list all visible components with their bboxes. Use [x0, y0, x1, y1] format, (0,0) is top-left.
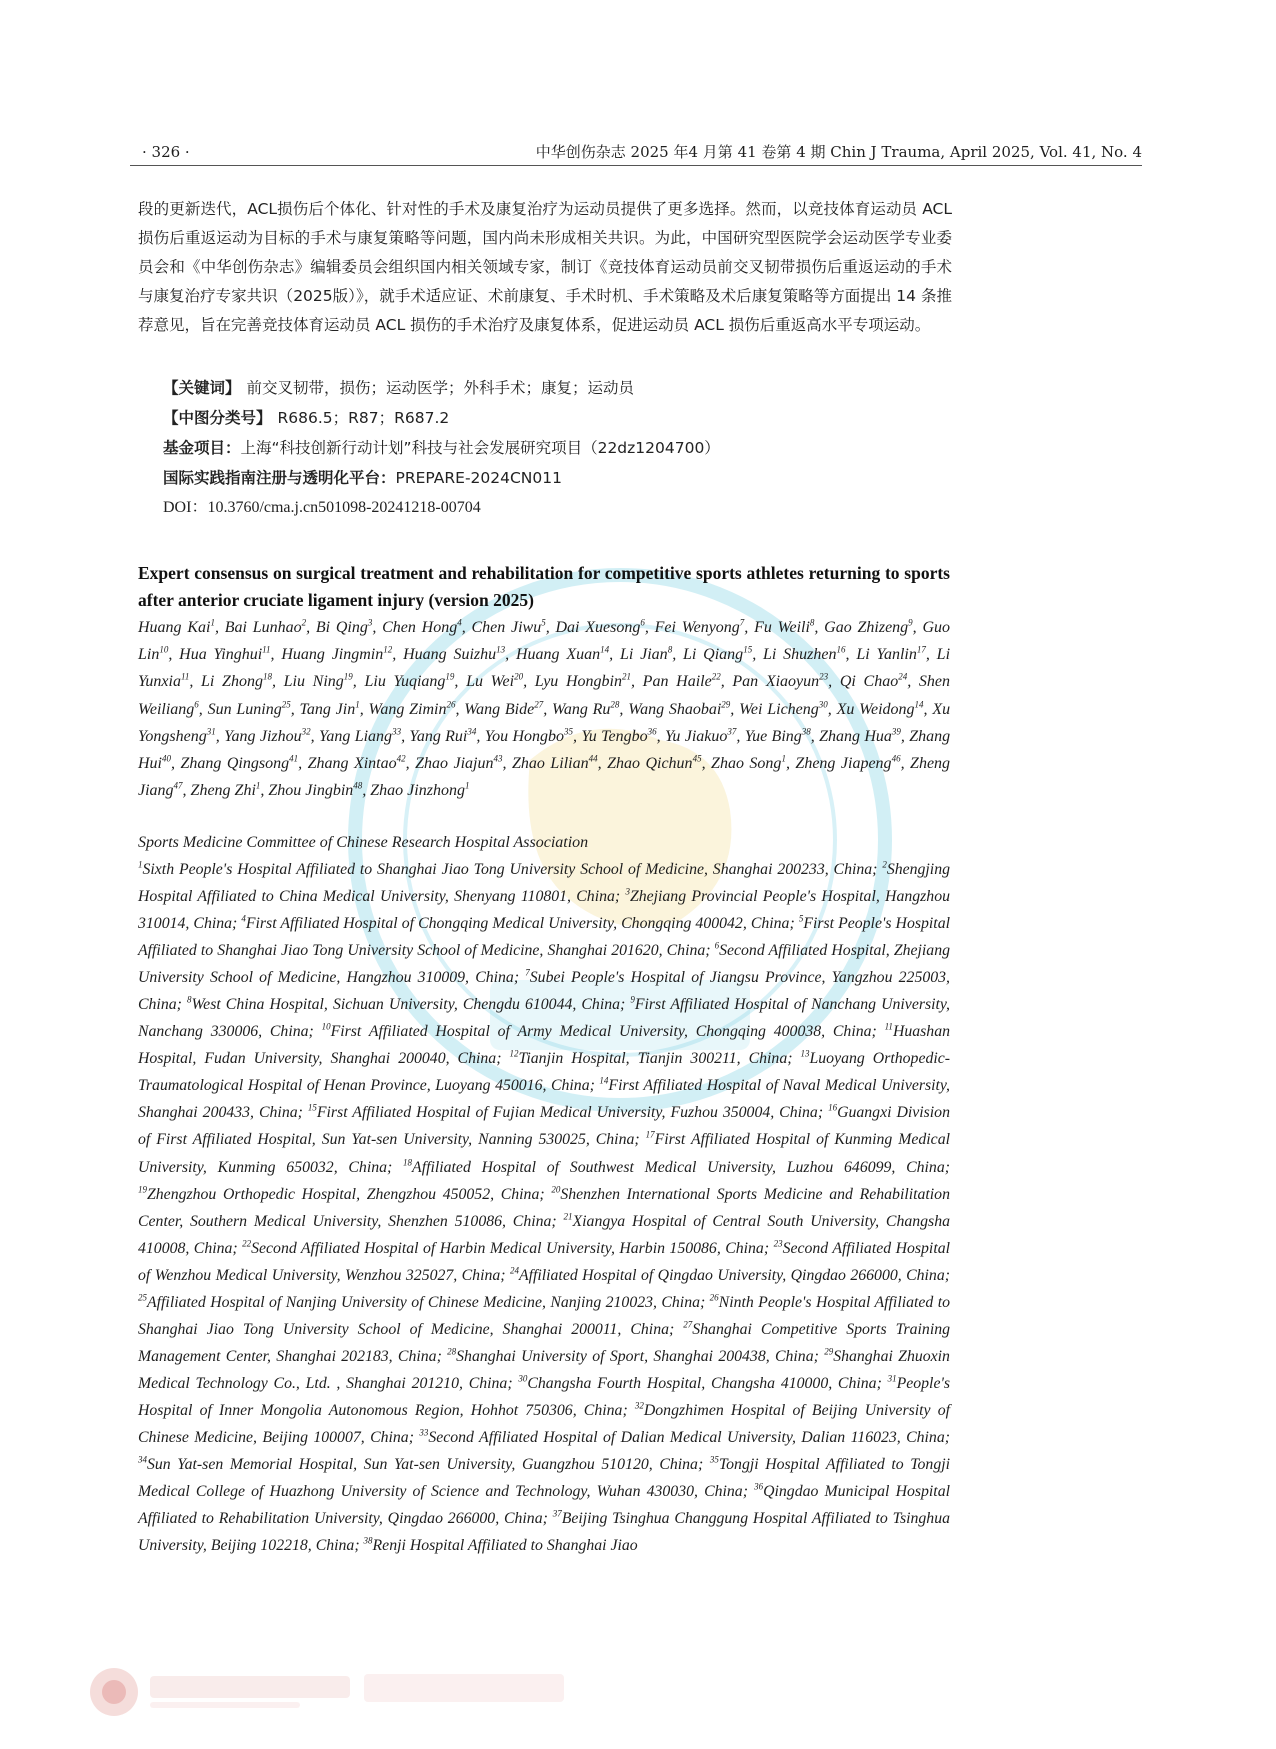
author-affiliation-number: 12: [383, 644, 393, 655]
author-affiliation-number: 18: [262, 672, 272, 683]
author-name: Yang Liang$^{33}$: [318, 726, 402, 745]
author-affiliation-number: 46: [891, 753, 901, 764]
affiliation-entry: $^{17}$First Affiliated Hospital of Kunming Medical University, Kunming 650032, China: [138, 1130, 950, 1176]
author-affiliation-number: 23: [819, 672, 829, 683]
author-name: Li Shuzhen$^{16}$: [763, 644, 846, 664]
author-affiliation-number: 21: [621, 672, 631, 683]
affiliation-entry: $^{11}$Huashan Hospital, Fudan University, Shanghai 200040, China: [138, 1022, 950, 1068]
author-name: Chen Jiwu$^5$: [471, 617, 546, 636]
author-name: Fu Weili$^8$: [754, 617, 815, 636]
author-name: Liu Yuqiang$^{19}$: [364, 672, 455, 691]
affiliation-entry: $^{27}$Shanghai Competitive Sports Training Management Center, Shanghai 202183, China: [138, 1319, 951, 1365]
author-name: Wang Bide$^{27}$: [464, 699, 544, 718]
affiliation-number: 20: [551, 1184, 561, 1195]
author-name: Yu Tengbo$^{36}$: [581, 726, 657, 745]
author-affiliation-number: 10: [159, 644, 169, 655]
affiliation-entry: $^{29}$Shanghai Zhuoxin Medical Technology Co., Ltd. , Shanghai 201210, China: [138, 1346, 950, 1392]
author-name: Guo Lin$^{10}$: [138, 619, 950, 664]
affiliation-list: $^1$Sixth People's Hospital Affiliated to Shanghai Jiao Tong University School of Medicine, Shanghai 200233, China; $^2$Shengjing Hospital Affiliated to China Medical University, Shenyang 110801, China; $^3$Zhejiang Provincial People's Hospital, Hangzhou 310014, China; $^4$First Affiliated Hospital of Chongqing Medical University, Chongqing 400042, China; $^5$First People's Hospital Affiliated to Shanghai Jiao Tong University School of Medicine, Shanghai 201620, China; $^6$Second Affiliated Hospital, Zhejiang University School of Medicine, Hangzhou 310009, China; $^7$Subei People's Hospital of Jiangsu Province, Yangzhou 225003, China; $^8$West China Hospital, Sichuan University, Chengdu 610044, China; $^9$First Affiliated Hospital of Nanchang University, Nanchang 330006, China; $^{10}$First Affiliated Hospital of Army Medical University, Chongqing 400038, China; $^{11}$Huashan Hospital, Fudan University, Shanghai 200040, China; $^{12}$Tianjin Hospital, Tianjin 300211, China; $^{13}$Luoyang Orthopedic-Traumatological Hospital of Henan Province, Luoyang 450016, China; $^{14}$First Affiliated Hospital of Naval Medical University, Shanghai 200433, China; $^{15}$First Affiliated Hospital of Fujian Medical University, Fuzhou 350004, China; $^{16}$Guangxi Division of First Affiliated Hospital, Sun Yat-sen University, Nanning 530025, China; $^{17}$First Affiliated Hospital of Kunming Medical University, Kunming 650032, China; $^{18}$Affiliated Hospital of Southwest Medical University, Luzhou 646099, China; $^{19}$Zhengzhou Orthopedic Hospital, Zhengzhou 450052, China; $^{20}$Shenzhen International Sports Medicine and Rehabilitation Center, Southern Medical University, Shenzhen 510086, China; $^{21}$Xiangya Hospital of Central South University, Changsha 410008, China; $^{22}$Second Affiliated Hospital of Harbin Medical University, Harbin 150086, China; $^{23}$Second Affiliated Hospital of Wenzhou Medical University, Wenzhou 325027, China; $^{24}$Affiliated Hospital of Qingdao University, Qingdao 266000, China; $^{25}$Affiliated Hospital of Nanjing University of Chinese Medicine, Nanjing 210023, China; $^{26}$Ninth People's Hospital Affiliated to Shanghai Jiao Tong University School of Medicine, Shanghai 200011, China; $^{27}$Shanghai Competitive Sports Training Management Center, Shanghai 202183, China; $^{28}$Shanghai University of Sport, Shanghai 200438, China; $^{29}$Shanghai Zhuoxin Medical Technology Co., Ltd. , Shanghai 201210, China; $^{30}$Changsha Fourth Hospital, Changsha 410000, China; $^{31}$People's Hospital of Inner Mongolia Autonomous Region, Hohhot 750306, China; $^{32}$Dongzhimen Hospital of Beijing University of Chinese Medicine, Beijing 100007, China; $^{33}$Second Affiliated Hospital of Dalian Medical University, Dalian 116023, China; $^{34}$Sun Yat-sen Memorial Hospital, Sun Yat-sen University, Guangzhou 510120, China; $^{35}$Tongji Hospital Affiliated to Tongji Medical College of Huazhong University of Science and Technology, Wuhan 430030, China; $^{36}$Qingdao Municipal Hospital Affiliated to Rehabilitation University, Qingdao 266000, China; $^{37}$Beijing Tsinghua Changgung Hospital Affiliated to Tsinghua University, Beijing 102218, China; $^{38}$Renji Hospital Affiliated to Shanghai Jiao: [138, 859, 951, 1555]
affiliation-number: 23: [773, 1238, 783, 1249]
classification-label: 【中图分类号】: [163, 409, 272, 427]
author-affiliation-number: 1: [355, 699, 360, 710]
author-affiliation-number: 33: [392, 726, 402, 737]
author-name: Gao Zhizeng$^9$: [824, 617, 913, 636]
affiliation-number: 29: [824, 1346, 834, 1357]
affiliation-number: 11: [884, 1022, 893, 1033]
author-list: Huang Kai$^1$, Bai Lunhao$^2$, Bi Qing$^3$, Chen Hong$^4$, Chen Jiwu$^5$, Dai Xuesong$^6$, Fei Wenyong$^7$, Fu Weili$^8$, Gao Zhizeng$^9$, Guo Lin$^{10}$, Hua Yinghui$^{11}$, Huang Jingmin$^{12}$, Huang Suizhu$^{13}$, Huang Xuan$^{14}$, Li Jian$^8$, Li Qiang$^{15}$, Li Shuzhen$^{16}$, Li Yanlin$^{17}$, Li Yunxia$^{11}$, Li Zhong$^{18}$, Liu Ning$^{19}$, Liu Yuqiang$^{19}$, Lu Wei$^{20}$, Lyu Hongbin$^{21}$, Pan Haile$^{22}$, Pan Xiaoyun$^{23}$, Qi Chao$^{24}$, Shen Weiliang$^6$, Sun Luning$^{25}$, Tang Jin$^1$, Wang Zimin$^{26}$, Wang Bide$^{27}$, Wang Ru$^{28}$, Wang Shaobai$^{29}$, Wei Licheng$^{30}$, Xu Weidong$^{14}$, Xu Yongsheng$^{31}$, Yang Jizhou$^{32}$, Yang Liang$^{33}$, Yang Rui$^{34}$, You Hongbo$^{35}$, Yu Tengbo$^{36}$, Yu Jiakuo$^{37}$, Yue Bing$^{38}$, Zhang Hua$^{39}$, Zhang Hui$^{40}$, Zhang Qingsong$^{41}$, Zhang Xintao$^{42}$, Zhao Jiajun$^{43}$, Zhao Lilian$^{44}$, Zhao Qichun$^{45}$, Zhao Song$^1$, Zheng Jiapeng$^{46}$, Zheng Jiang$^{47}$, Zheng Zhi$^1$, Zhou Jingbin$^{48}$, Zhao Jinzhong$^1$: [138, 617, 951, 800]
english-title: Expert consensus on surgical treatment and rehabilitation for competitive sports athletes returning to sports after anterior cruciate ligament injury (version 2025): [138, 563, 950, 610]
page-number: · 326 ·: [142, 143, 190, 161]
affiliation-entry: $^6$Second Affiliated Hospital, Zhejiang University School of Medicine, Hangzhou 310009, China: [138, 940, 950, 987]
affiliation-entry: $^{16}$Guangxi Division of First Affiliated Hospital, Sun Yat-sen University, Nanning 530025, China: [138, 1103, 950, 1149]
affiliation-number: 37: [552, 1508, 562, 1519]
affiliation-number: 18: [403, 1157, 413, 1168]
author-name: Li Yunxia$^{11}$: [138, 646, 951, 691]
affiliation-entry: $^{10}$First Affiliated Hospital of Army Medical University, Chongqing 400038, China: [321, 1022, 872, 1041]
affiliation-entry: $^2$Shengjing Hospital Affiliated to China Medical University, Shenyang 110801, China: [138, 859, 950, 906]
classification-value: R686.5；R87；R687.2: [277, 409, 450, 427]
affiliation-entry: $^{28}$Shanghai University of Sport, Shanghai 200438, China: [447, 1346, 814, 1365]
affiliation-entry: $^{34}$Sun Yat-sen Memorial Hospital, Sun Yat-sen University, Guangzhou 510120, China: [138, 1454, 698, 1474]
affiliation-number: 36: [754, 1481, 764, 1492]
affiliation-number: 15: [307, 1103, 317, 1114]
doi: DOI：10.3760/cma.j.cn501098-20241218-00704: [163, 499, 481, 516]
affiliation-entry: $^{15}$First Affiliated Hospital of Fujian Medical University, Fuzhou 350004, China: [307, 1103, 818, 1122]
author-affiliation-number: 25: [281, 699, 291, 710]
author-affiliation-number: 32: [301, 726, 311, 737]
affiliation-number: 38: [363, 1535, 373, 1546]
author-affiliation-number: 29: [721, 699, 731, 710]
author-name: You Hongbo$^{35}$: [484, 726, 574, 745]
affiliation-entry: $^{18}$Affiliated Hospital of Southwest Medical University, Luzhou 646099, China: [403, 1157, 945, 1176]
affiliation-number: 10: [321, 1022, 331, 1033]
affiliation-number: 26: [709, 1292, 719, 1303]
author-affiliation-number: 27: [534, 699, 544, 710]
author-name: Wei Licheng$^{30}$: [739, 699, 828, 718]
author-name: Yang Jizhou$^{32}$: [224, 726, 311, 745]
author-name: Zhang Hua$^{39}$: [819, 726, 901, 745]
registration-value: PREPARE-2024CN011: [395, 469, 562, 487]
author-affiliation-number: 40: [162, 753, 171, 764]
author-affiliation-number: 39: [891, 726, 901, 737]
affiliation-number: 24: [509, 1265, 519, 1276]
author-affiliation-number: 4: [457, 617, 462, 628]
affiliation-entry: $^{30}$Changsha Fourth Hospital, Changsha 410000, China: [518, 1373, 877, 1392]
author-affiliation-number: 14: [914, 699, 924, 710]
affiliation-number: 14: [599, 1076, 609, 1087]
author-affiliation-number: 19: [445, 672, 455, 683]
registration-label: 国际实践指南注册与透明化平台：: [163, 469, 396, 487]
author-affiliation-number: 1: [781, 753, 786, 764]
abstract-continued: 段的更新迭代，ACL损伤后个体化、针对性的手术及康复治疗为运动员提供了更多选择。然而，以竞技体育运动员 ACL 损伤后重返运动为目标的手术与康复策略等问题，国内尚未形成相关共识。为此，中国研究型医院学会运动医学专业委员会和《中华创伤杂志》编辑委员会组织国内相关领域专家，制订《竞技体育运动员前交叉韧带损伤后重返运动的手术与康复治疗专家共识（2025版）》，就手术适应证、术前康复、手术时机、手术策略及术后康复策略等方面提出 14 条推荐意见，旨在完善竞技体育运动员 ACL 损伤的手术治疗及康复体系，促进运动员 ACL 损伤后重返高水平专项运动。: [138, 200, 952, 334]
classification-line: [163, 403, 963, 433]
author-affiliation-number: 44: [588, 753, 598, 764]
affiliation-entry: $^{20}$Shenzhen International Sports Medicine and Rehabilitation Center, Southern Medical University, Shenzhen 510086, China: [138, 1184, 950, 1230]
author-name: Chen Hong$^4$: [382, 617, 462, 636]
affiliation-number: 22: [242, 1238, 252, 1249]
author-affiliation-number: 5: [541, 617, 546, 628]
author-affiliation-number: 43: [493, 753, 503, 764]
affiliation-entry: $^{25}$Affiliated Hospital of Nanjing University of Chinese Medicine, Nanjing 210023, China: [138, 1292, 700, 1311]
author-name: Qi Chao$^{24}$: [839, 672, 908, 691]
author-name: Li Zhong$^{18}$: [201, 672, 272, 691]
affiliation-number: 16: [828, 1103, 838, 1114]
author-affiliation-number: 42: [396, 753, 406, 764]
author-name: Lyu Hongbin$^{21}$: [534, 672, 631, 691]
keywords-label: 【关键词】: [163, 379, 241, 397]
author-affiliation-number: 28: [610, 699, 620, 710]
author-name: Wang Shaobai$^{29}$: [628, 699, 731, 718]
affiliation-number: 28: [447, 1346, 457, 1357]
affiliation-entry: $^9$First Affiliated Hospital of Nanchang University, Nanchang 330006, China: [138, 994, 950, 1041]
keywords-value: 前交叉韧带，损伤；运动医学；外科手术；康复；运动员: [246, 379, 635, 397]
author-affiliation-number: 6: [194, 699, 199, 710]
author-name: Zhao Qichun$^{45}$: [607, 753, 702, 773]
author-name: Yue Bing$^{38}$: [744, 726, 811, 745]
author-affiliation-number: 11: [262, 644, 271, 655]
author-name: Bi Qing$^3$: [315, 617, 373, 636]
author-name: Huang Kai$^1$: [138, 617, 215, 636]
running-header: [130, 141, 1142, 166]
affiliation-number: 4: [241, 913, 246, 924]
affiliation-entry: $^{37}$Beijing Tsinghua Changgung Hospital Affiliated to Tsinghua University, Beijing 102218, China: [138, 1508, 951, 1555]
author-affiliation-number: 8: [809, 617, 815, 628]
author-affiliation-number: 22: [711, 672, 721, 683]
author-name: Sun Luning$^{25}$: [207, 699, 291, 718]
affiliation-number: 1: [138, 859, 143, 870]
author-name: Dai Xuesong$^6$: [555, 617, 645, 636]
journal-citation: 中华创伤杂志 2025 年4 月第 41 卷第 4 期 Chin J Trauma, April 2025, Vol. 41, No. 4: [535, 143, 1142, 161]
author-name: Zheng Jiang$^{47}$: [138, 755, 951, 800]
affiliation-entry: $^{23}$Second Affiliated Hospital of Wenzhou Medical University, Wenzhou 325027, China: [138, 1238, 950, 1284]
registration-line: [163, 463, 963, 493]
affiliation-number: 2: [882, 859, 887, 870]
fund-line: [163, 433, 963, 463]
author-affiliation-number: 19: [343, 672, 353, 683]
author-name: Zhao Jiajun$^{43}$: [415, 753, 503, 773]
author-name: Zhou Jingbin$^{48}$: [268, 780, 363, 800]
author-affiliation-number: 34: [467, 726, 477, 737]
author-affiliation-number: 17: [916, 644, 926, 655]
author-name: Zheng Jiapeng$^{46}$: [795, 753, 901, 773]
author-name: Yu Jiakuo$^{37}$: [664, 726, 737, 745]
author-name: Zhao Jinzhong$^1$: [370, 780, 470, 800]
affiliation-number: 34: [138, 1454, 147, 1465]
author-name: Huang Xuan$^{14}$: [515, 644, 610, 664]
author-name: Zhang Hui$^{40}$: [138, 727, 951, 773]
affiliation-entry: $^{22}$Second Affiliated Hospital of Harbin Medical University, Harbin 150086, China: [242, 1238, 764, 1257]
affiliation-entry: $^{24}$Affiliated Hospital of Qingdao University, Qingdao 266000, China: [509, 1265, 945, 1284]
affiliation-entry: $^{33}$Second Affiliated Hospital of Dalian Medical University, Dalian 116023, China: [419, 1427, 945, 1446]
author-affiliation-number: 41: [289, 753, 299, 764]
author-name: Zhao Song$^1$: [711, 753, 786, 773]
author-affiliation-number: 11: [180, 672, 190, 683]
author-affiliation-number: 30: [818, 699, 828, 710]
affiliation-entry: $^{38}$Renji Hospital Affiliated to Shanghai Jiao: [363, 1535, 638, 1555]
affiliation-entry: $^1$Sixth People's Hospital Affiliated to Shanghai Jiao Tong University School of Medicine, Shanghai 200233, China: [138, 859, 873, 878]
author-affiliation-number: 8: [667, 644, 673, 655]
author-affiliation-number: 45: [692, 753, 702, 764]
author-affiliation-number: 1: [464, 780, 470, 791]
author-name: Pan Haile$^{22}$: [642, 672, 721, 691]
affiliation-number: 30: [518, 1373, 528, 1384]
author-affiliation-number: 35: [564, 726, 574, 737]
affiliation-entry: $^3$Zhejiang Provincial People's Hospital, Hangzhou 310014, China: [138, 886, 951, 933]
fund-value: 上海“科技创新行动计划”科技与社会发展研究项目（22dz1204700）: [240, 439, 720, 457]
author-name: Fei Wenyong$^7$: [654, 617, 745, 636]
author-affiliation-number: 13: [496, 644, 506, 655]
affiliation-number: 8: [186, 994, 192, 1005]
affiliation-entry: $^7$Subei People's Hospital of Jiangsu Province, Yangzhou 225003, China: [138, 967, 950, 1014]
fund-label: 基金项目：: [163, 439, 241, 457]
author-name: Li Qiang$^{15}$: [683, 644, 753, 664]
affiliation-number: 32: [634, 1400, 644, 1411]
affiliation-number: 7: [525, 967, 530, 978]
author-name: Li Jian$^8$: [619, 644, 673, 664]
author-affiliation-number: 16: [836, 644, 846, 655]
author-name: Lu Wei$^{20}$: [466, 672, 524, 691]
affiliation-entry: $^{32}$Dongzhimen Hospital of Beijing University of Chinese Medicine, Beijing 100007, China: [138, 1400, 950, 1446]
author-affiliation-number: 2: [301, 617, 307, 628]
author-affiliation-number: 15: [743, 644, 753, 655]
author-affiliation-number: 36: [647, 726, 657, 737]
affiliation-entry: $^8$West China Hospital, Sichuan University, Chengdu 610044, China: [186, 994, 621, 1014]
affiliation-number: 35: [709, 1454, 719, 1465]
author-name: Bai Lunhao$^2$: [224, 617, 307, 636]
affiliation-entry: $^{26}$Ninth People's Hospital Affiliated to Shanghai Jiao Tong University School of Medicine, Shanghai 200011, China: [138, 1292, 950, 1338]
affiliation-entry: $^{21}$Xiangya Hospital of Central South University, Changsha 410008, China: [138, 1211, 950, 1257]
affiliation-number: 27: [683, 1319, 693, 1330]
affiliation-entry: $^{36}$Qingdao Municipal Hospital Affiliated to Rehabilitation University, Qingdao 266000, China: [138, 1481, 950, 1528]
author-name: Zhang Qingsong$^{41}$: [180, 753, 299, 773]
author-name: Shen Weiliang$^6$: [138, 673, 950, 718]
author-name: Yang Rui$^{34}$: [409, 726, 477, 745]
affiliation-number: 17: [645, 1130, 655, 1141]
author-name: Xu Yongsheng$^{31}$: [138, 700, 951, 745]
author-affiliation-number: 3: [367, 617, 373, 628]
author-name: Liu Ning$^{19}$: [283, 672, 353, 691]
affiliation-entry: $^4$First Affiliated Hospital of Chongqing Medical University, Chongqing 400042, China: [241, 913, 790, 933]
author-affiliation-number: 7: [739, 617, 745, 628]
affiliation-number: 13: [800, 1049, 810, 1060]
affiliation-number: 6: [714, 940, 720, 951]
affiliation-number: 31: [887, 1373, 897, 1384]
author-name: Xu Weidong$^{14}$: [836, 699, 924, 718]
author-name: Zhang Xintao$^{42}$: [307, 753, 406, 773]
author-name: Huang Jingmin$^{12}$: [281, 644, 393, 664]
affiliation-number: 12: [509, 1049, 519, 1060]
author-name: Zhao Lilian$^{44}$: [511, 753, 598, 773]
publisher-logo-icon: [84, 1662, 584, 1722]
author-name: Wang Ru$^{28}$: [552, 699, 620, 718]
affiliation-entry: $^{31}$People's Hospital of Inner Mongolia Autonomous Region, Hohhot 750306, China: [138, 1373, 950, 1419]
affiliation-entry: $^{13}$Luoyang Orthopedic-Traumatological Hospital of Henan Province, Luoyang 450016, China: [138, 1049, 951, 1095]
author-affiliation-number: 9: [908, 617, 913, 628]
author-name: Zheng Zhi$^1$: [190, 780, 261, 800]
affiliation-entry: $^{12}$Tianjin Hospital, Tianjin 300211, China: [509, 1049, 788, 1068]
affiliation-entry: $^{19}$Zhengzhou Orthopedic Hospital, Zhengzhou 450052, China: [138, 1184, 540, 1203]
author-affiliation-number: 20: [514, 672, 524, 683]
affiliation-number: 19: [138, 1184, 147, 1195]
author-affiliation-number: 48: [353, 780, 363, 791]
author-affiliation-number: 38: [801, 726, 811, 737]
affiliation-entry: $^{14}$First Affiliated Hospital of Naval Medical University, Shanghai 200433, China: [138, 1076, 951, 1122]
author-affiliation-number: 24: [898, 672, 908, 683]
author-name: Tang Jin$^1$: [299, 699, 360, 718]
author-affiliation-number: 1: [210, 617, 215, 628]
author-name: Li Yanlin$^{17}$: [856, 644, 926, 664]
article-metadata: [163, 373, 963, 523]
affiliation-entry: $^5$First People's Hospital Affiliated to Shanghai Jiao Tong University School of Medicine, Shanghai 201620, China: [138, 913, 950, 960]
author-name: Pan Xiaoyun$^{23}$: [732, 672, 829, 691]
author-affiliation-number: 26: [446, 699, 456, 710]
affiliation-number: 5: [798, 913, 804, 924]
author-affiliation-number: 47: [173, 780, 183, 791]
author-affiliation-number: 6: [640, 617, 645, 628]
author-affiliation-number: 31: [206, 726, 216, 737]
affiliation-entry: $^{35}$Tongji Hospital Affiliated to Tongji Medical College of Huazhong University of Science and Technology, Wuhan 430030, China: [138, 1454, 951, 1501]
affiliation-number: 9: [630, 994, 635, 1005]
author-name: Wang Zimin$^{26}$: [368, 699, 456, 718]
committee-name: Sports Medicine Committee of Chinese Research Hospital Association: [138, 834, 589, 851]
author-affiliation-number: 1: [255, 780, 261, 791]
keywords-line: [163, 373, 963, 403]
author-affiliation-number: 14: [600, 644, 610, 655]
affiliation-number: 21: [563, 1211, 573, 1222]
affiliation-number: 25: [138, 1292, 147, 1303]
affiliation-number: 33: [419, 1427, 429, 1438]
affiliation-number: 3: [625, 886, 630, 897]
author-affiliation-number: 37: [727, 726, 737, 737]
author-name: Hua Yinghui$^{11}$: [179, 644, 271, 664]
author-name: Huang Suizhu$^{13}$: [403, 644, 506, 664]
